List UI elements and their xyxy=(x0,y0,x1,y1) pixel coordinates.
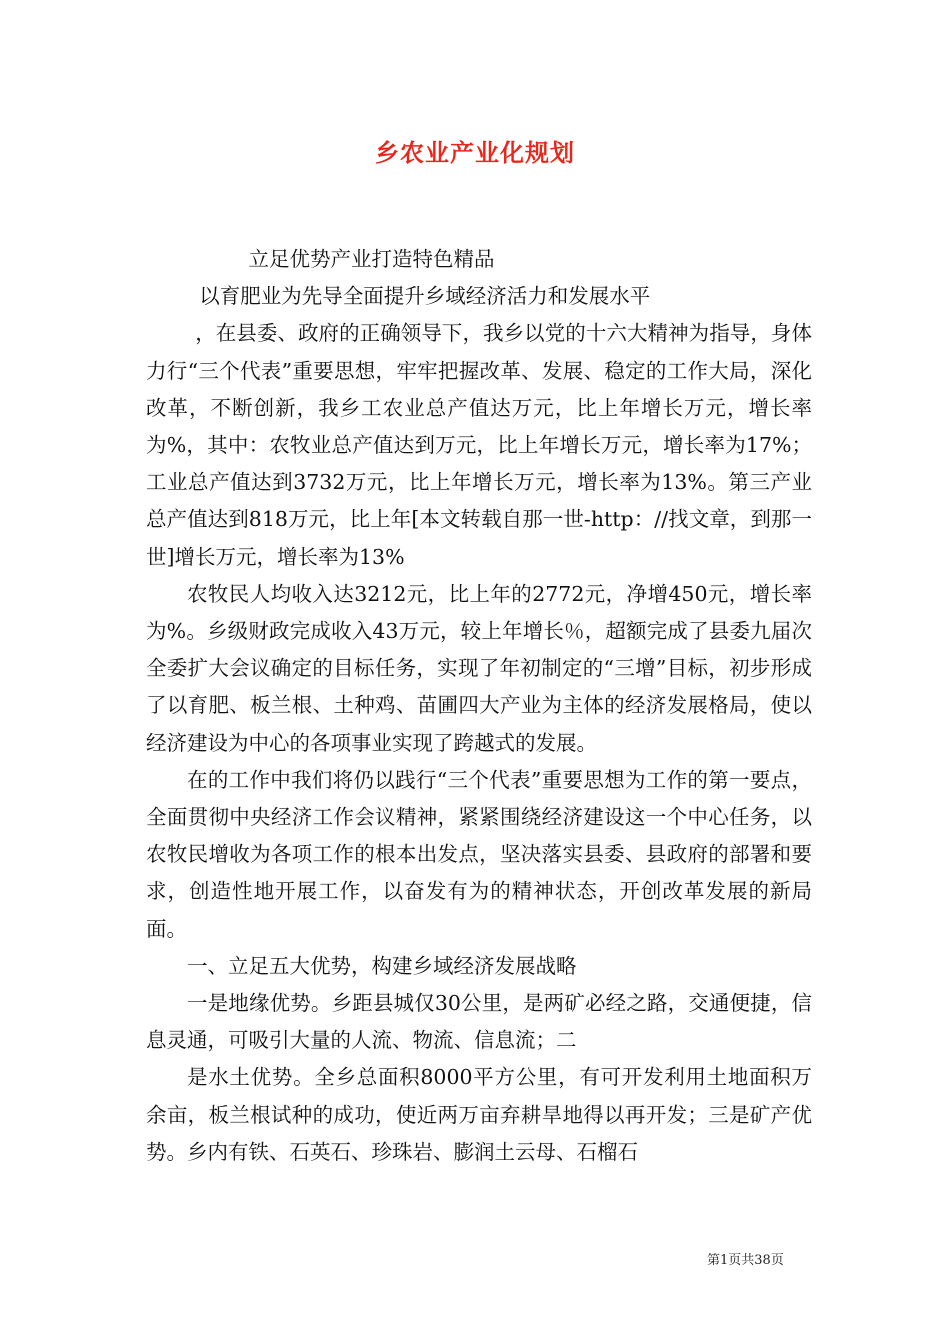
body-paragraph: ，在县委、政府的正确领导下，我乡以党的十六大精神为指导，身体力行“三个代表”重要思想，牢牢把握改革、发展、稳定的工作大局，深化改革，不断创新，我乡工农业总产值达万元，比上年增长万元，增长率为%，其中：农牧业总产值达到万元，比上年增长万元，增长率为17%；工业总产值达到3732万元，比上年增长万元，增长率为13%。第三产业总产值达到818万元，比上年[本文转载自那一世-http：//找文章，到那一世]增长万元，增长率为13% xyxy=(146,321,812,569)
page-title: 乡农业产业化规划 xyxy=(375,138,575,167)
body-paragraph: 在的工作中我们将仍以践行“三个代表”重要思想为工作的第一要点，全面贯彻中央经济工作会议精神，紧紧围绕经济建设这一个中心任务，以农牧民增收为各项工作的根本出发点，坚决落实县委、县政府的部署和要求，创造性地开展工作，以奋发有为的精神状态，开创改革发展的新局面。 xyxy=(146,767,812,941)
document-body xyxy=(146,241,812,1171)
page-number: 第1页共38页 xyxy=(707,1253,784,1268)
body-paragraph: 是水土优势。全乡总面积8000平方公里，有可开发利用土地面积万余亩，板兰根试种的成功，使近两万亩弃耕旱地得以再开发；三是矿产优势。乡内有铁、石英石、珍珠岩、膨润土云母、石榴石 xyxy=(146,1065,812,1164)
subtitle-line: 立足优势产业打造特色精品 xyxy=(248,247,495,271)
section-heading: 一、立足五大优势，构建乡域经济发展战略 xyxy=(187,953,577,978)
body-paragraph: 农牧民人均收入达3212元，比上年的2772元，净增450元，增长率为%。乡级财政完成收入43万元，较上年增长％，超额完成了县委九届次全委扩大会议确定的目标任务，实现了年初制定的“三增”目标，初步形成了以育肥、板兰根、土种鸡、苗圃四大产业为主体的经济发展格局，使以经济建设为中心的各项事业实现了跨越式的发展。 xyxy=(146,581,812,755)
body-paragraph: 一是地缘优势。乡距县城仅30公里，是两矿必经之路，交通便捷，信息灵通，可吸引大量的人流、物流、信息流；二 xyxy=(146,991,812,1053)
subtitle-line: 以育肥业为先导全面提升乡域经济活力和发展水平 xyxy=(199,284,651,309)
